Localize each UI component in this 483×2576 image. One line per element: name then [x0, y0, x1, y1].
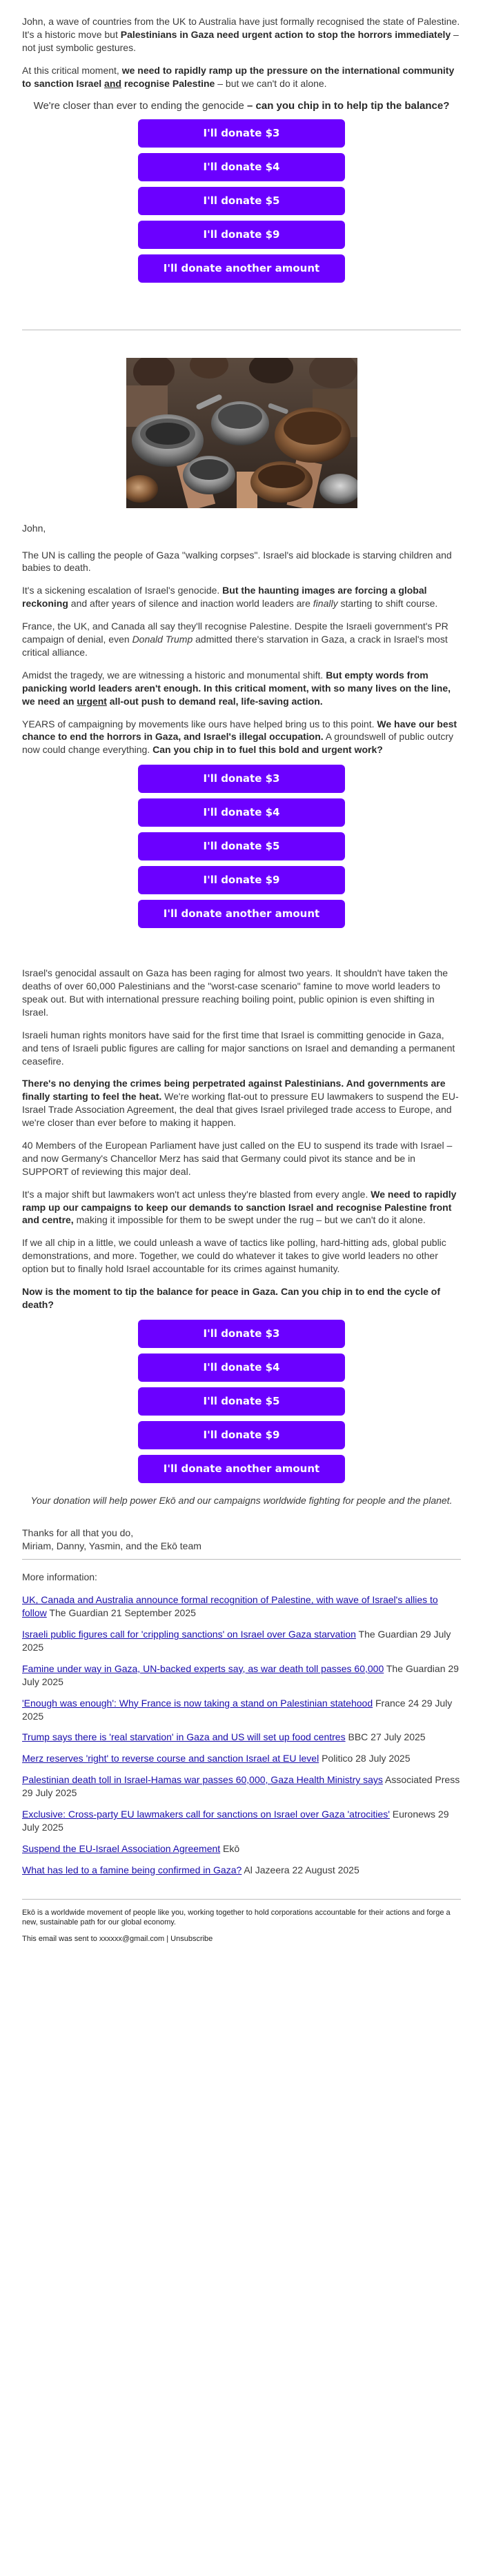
donate-5-button[interactable]: I'll donate $5: [138, 187, 345, 215]
letter-greeting: John,: [22, 522, 46, 534]
more-information: [22, 1571, 461, 1876]
donate-4-button[interactable]: I'll donate $4: [138, 798, 345, 827]
intro-section: [22, 0, 461, 283]
donate-button-group-1: [22, 119, 461, 283]
footer-about: Ekō is a worldwide movement of people like you, working together to hold corporations accountable for their actions and forge a new, sustainable path for our global economy.: [22, 1908, 451, 1926]
news-item: Merz reserves 'right' to reverse course and sanction Israel at EU level Politico 28 July 2025: [22, 1753, 411, 1764]
donate-3-button[interactable]: I'll donate $3: [138, 1320, 345, 1348]
news-link[interactable]: Palestinian death toll in Israel-Hamas war passes 60,000, Gaza Health Ministry says: [22, 1774, 383, 1786]
news-link[interactable]: 'Enough was enough': Why France is now taking a stand on Palestinian statehood: [22, 1697, 373, 1709]
hero-image: [126, 358, 357, 508]
news-item: UK, Canada and Australia announce formal recognition of Palestine, with wave of Israel's allies to follow The Guardian 21 September 2025: [22, 1594, 438, 1619]
unsubscribe-link[interactable]: Unsubscribe: [170, 1935, 213, 1944]
letter-paragraph-4: Amidst the tragedy, we are witnessing a historic and monumental shift. But empty words from panicking world leaders aren't enough. In this critical moment, with so many lives on the line, we need an urgent all-out push to demand real, life-saving action.: [22, 669, 451, 707]
donate-other-amount-button[interactable]: I'll donate another amount: [138, 254, 345, 283]
donate-4-button[interactable]: I'll donate $4: [138, 153, 345, 181]
news-link[interactable]: Israeli public figures call for 'crippling sanctions' on Israel over Gaza starvation: [22, 1629, 356, 1640]
intro-paragraph-1: John, a wave of countries from the UK to Australia have just formally recognised the state of Palestine. It's a historic move but Palestinians in Gaza need urgent action to stop the horrors immediately – not just symbolic gestures.: [22, 16, 460, 53]
recipient-email: xxxxxx@gmail.com: [99, 1935, 165, 1944]
donate-3-button[interactable]: I'll donate $3: [138, 765, 345, 793]
news-link[interactable]: Famine under way in Gaza, UN-backed experts say, as war death toll passes 60,000: [22, 1662, 384, 1674]
letter-paragraph-1: The UN is calling the people of Gaza "walking corpses". Israel's aid blockade is starving children and babies to death.: [22, 549, 452, 574]
body2-paragraph-2: Israeli human rights monitors have said for the first time that Israel is committing genocide in Gaza, and tens of Israeli public figures are calling for major sanctions on Israel and demanding a permanent ceasefire.: [22, 1029, 455, 1067]
news-item: What has led to a famine being confirmed in Gaza? Al Jazeera 22 August 2025: [22, 1864, 359, 1875]
letter-paragraph-2: It's a sickening escalation of Israel's genocide. But the haunting images are forcing a global reckoning and after years of silence and inaction world leaders are finally starting to shift course.: [22, 585, 438, 610]
letter-section: [22, 522, 461, 928]
donate-button-group-2: [22, 765, 461, 928]
news-link[interactable]: Exclusive: Cross-party EU lawmakers call for sanctions on Israel over Gaza 'atrocities': [22, 1809, 390, 1820]
donate-4-button[interactable]: I'll donate $4: [138, 1354, 345, 1382]
body2-paragraph-7: Now is the moment to tip the balance for peace in Gaza. Can you chip in to end the cycle of death?: [22, 1285, 440, 1310]
news-item: Exclusive: Cross-party EU lawmakers call for sanctions on Israel over Gaza 'atrocities' Euronews 29 July 2025: [22, 1809, 449, 1833]
news-link[interactable]: What has led to a famine being confirmed in Gaza?: [22, 1864, 242, 1875]
news-item: 'Enough was enough': Why France is now taking a stand on Palestinian statehood France 24 29 July 2025: [22, 1697, 453, 1722]
more-info-title: More information:: [22, 1571, 97, 1583]
donate-9-button[interactable]: I'll donate $9: [138, 1421, 345, 1449]
donate-other-amount-button[interactable]: I'll donate another amount: [138, 900, 345, 928]
donate-9-button[interactable]: I'll donate $9: [138, 866, 345, 894]
body-section-2: [22, 967, 461, 1483]
news-link[interactable]: Suspend the EU-Israel Association Agreement: [22, 1842, 221, 1854]
letter-paragraph-5: YEARS of campaigning by movements like ours have helped bring us to this point. We have our best chance to end the horrors in Gaza, and Israel's illegal occupation. A groundswell of public outcry now could change everything. Can you chip in to fuel this bold and urgent work?: [22, 718, 457, 756]
news-link[interactable]: UK, Canada and Australia announce formal recognition of Palestine, with wave of Israel's allies to follow: [22, 1594, 438, 1619]
news-item: Suspend the EU-Israel Association Agreement Ekō: [22, 1842, 240, 1854]
signoff: Thanks for all that you do, Miriam, Danny, Yasmin, and the Ekō team: [22, 1527, 201, 1551]
body2-paragraph-4: 40 Members of the European Parliament have just called on the EU to suspend its trade with Israel – and now Germany's Chancellor Merz has said that Germany could pivot its stance and be in SUPPORT of reviewing this major deal.: [22, 1139, 453, 1177]
donate-9-button[interactable]: I'll donate $9: [138, 221, 345, 249]
donate-3-button[interactable]: I'll donate $3: [138, 119, 345, 148]
donate-button-group-3: [22, 1320, 461, 1483]
letter-paragraph-3: France, the UK, and Canada all say they'll recognise Palestine. Despite the Israeli government's PR campaign of denial, even Donald Trump admitted there's starvation in Gaza, a crack in Israel's most critical alliance.: [22, 621, 448, 658]
intro-paragraph-2: At this critical moment, we need to rapidly ramp up the pressure on the international community to sanction Israel and recognise Palestine – but we can't do it alone.: [22, 64, 455, 89]
donate-5-button[interactable]: I'll donate $5: [138, 1387, 345, 1416]
news-item: Israeli public figures call for 'crippling sanctions' on Israel over Gaza starvation The Guardian 29 July 2025: [22, 1629, 451, 1653]
news-item: Palestinian death toll in Israel-Hamas war passes 60,000, Gaza Health Ministry says Associated Press 29 July 2025: [22, 1774, 460, 1799]
body2-paragraph-1: Israel's genocidal assault on Gaza has been raging for almost two years. It shouldn't have taken the deaths of over 60,000 Palestinians and the "worst-case scenario" famine to move world leaders to speak out. But with international pressure reaching boiling point, public opinion is even shifting in Israel.: [22, 967, 448, 1018]
footer-sent-to: This email was sent to xxxxxx@gmail.com | Unsubscribe: [22, 1935, 213, 1944]
intro-ask: We're closer than ever to ending the genocide – can you chip in to help tip the balance?: [33, 100, 450, 112]
body2-paragraph-6: If we all chip in a little, we could unleash a wave of tactics like polling, hard-hitting ads, global public demonstrations, and more. Together, we could do whatever it takes to give world leaders no other option but to finally hold Israel accountable for its crimes against humanity.: [22, 1237, 446, 1275]
donation-note: Your donation will help power Ekō and our campaigns worldwide fighting for people and the planet.: [30, 1494, 453, 1506]
body2-paragraph-3: There's no denying the crimes being perpetrated against Palestinians. And governments are finally starting to feel the heat. We're working flat-out to pressure EU lawmakers to suspend the EU-Israel Trade Association Agreement, the deal that gives Israel privileged trade access to Europe, and we're closer than ever before to making it happen.: [22, 1078, 459, 1129]
body2-paragraph-5: It's a major shift but lawmakers won't act unless they're blasted from every angle. We need to rapidly ramp up our campaigns to keep our demands to sanction Israel and recognise Palestine front and centre, making it impossible for them to be swept under the rug – but we can't do it alone.: [22, 1188, 457, 1226]
news-item: Famine under way in Gaza, UN-backed experts say, as war death toll passes 60,000 The Guardian 29 July 2025: [22, 1662, 459, 1687]
footer: [22, 1908, 461, 1944]
news-item: Trump says there is 'real starvation' in Gaza and US will set up food centres BBC 27 July 2025: [22, 1731, 426, 1743]
donate-5-button[interactable]: I'll donate $5: [138, 832, 345, 861]
news-link[interactable]: Merz reserves 'right' to reverse course and sanction Israel at EU level: [22, 1753, 319, 1764]
donate-other-amount-button[interactable]: I'll donate another amount: [138, 1455, 345, 1483]
news-link[interactable]: Trump says there is 'real starvation' in Gaza and US will set up food centres: [22, 1731, 346, 1743]
